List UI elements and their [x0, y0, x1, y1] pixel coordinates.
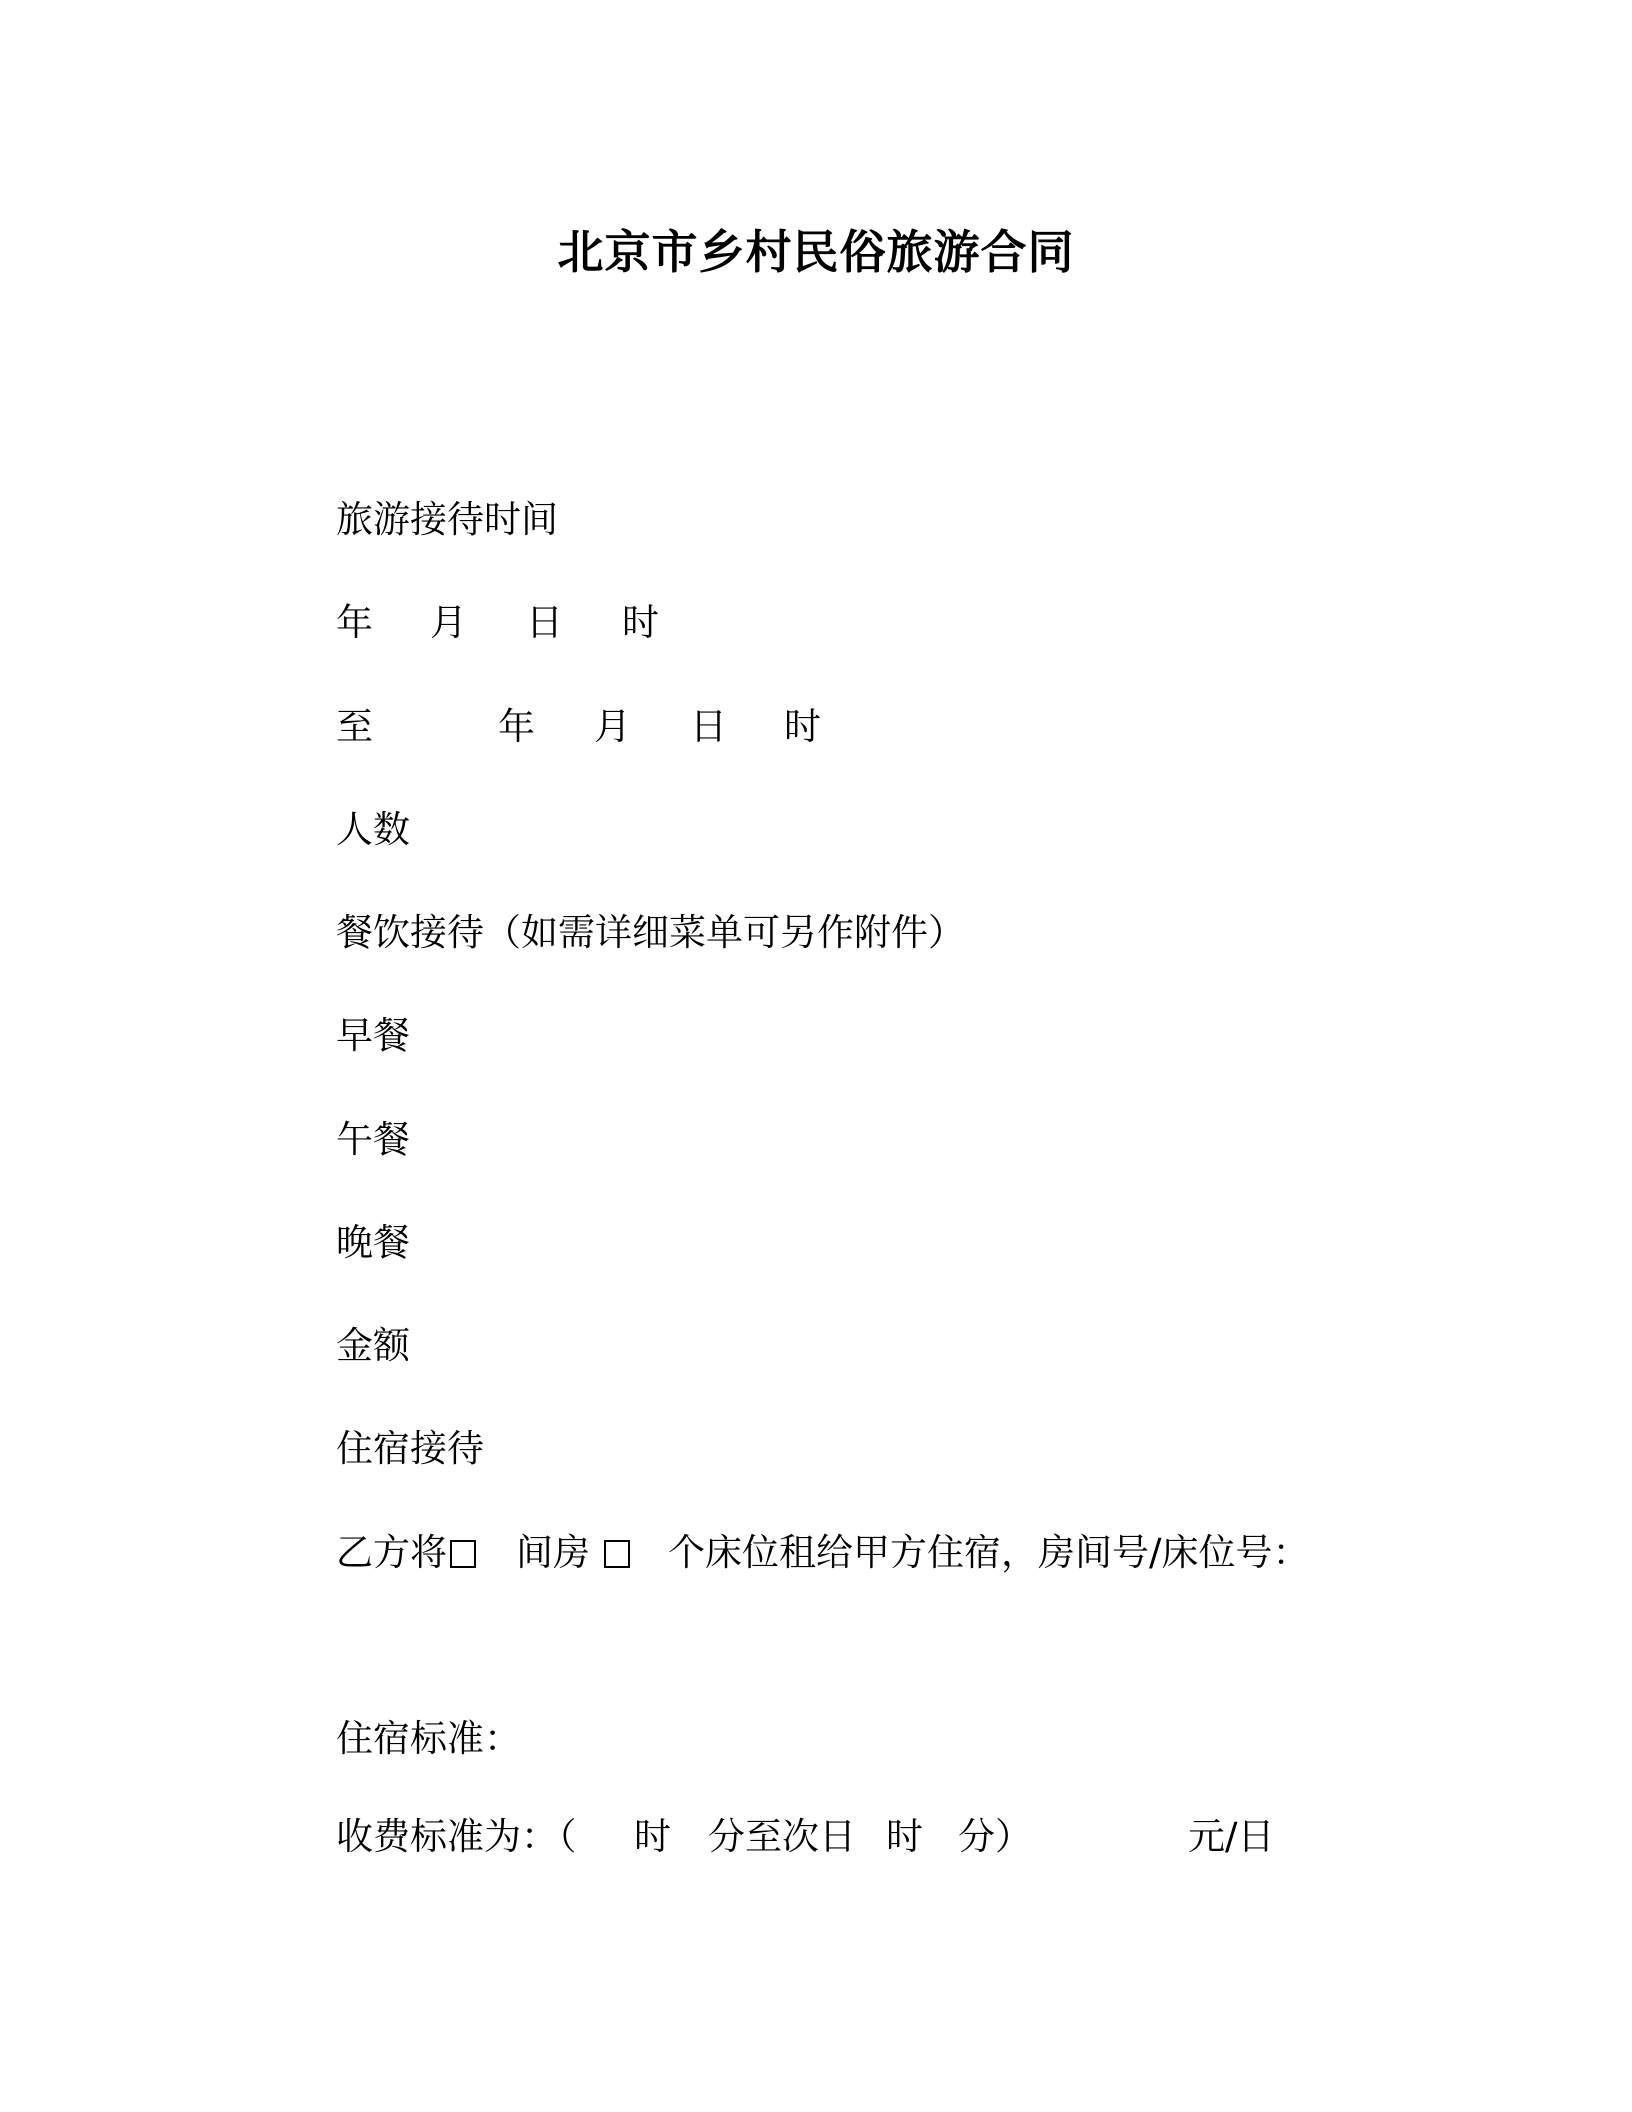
fee-prefix: 收费标准为：（	[336, 1815, 577, 1858]
rental-text-part1: 乙方将	[336, 1531, 447, 1574]
dinner-label: 晚餐	[336, 1221, 410, 1264]
rental-text-part3: 个床位租给甲方住宿，房间号/床位号：	[668, 1531, 1310, 1574]
bed-count-checkbox[interactable]	[604, 1528, 630, 1578]
fee-hour2-label: 时	[886, 1815, 923, 1858]
amount-label: 金额	[336, 1324, 410, 1367]
end-month-label: 月	[594, 705, 631, 748]
checkbox-square-icon	[450, 1540, 476, 1568]
fee-mid-text: 分至次日	[708, 1815, 856, 1858]
lodging-standard-label: 住宿标准：	[336, 1717, 521, 1760]
dining-heading: 餐饮接待（如需详细菜单可另作附件）	[336, 911, 965, 954]
document-title: 北京市乡村民俗旅游合同	[557, 225, 1075, 279]
end-to-label: 至	[336, 705, 373, 748]
start-year-label: 年	[336, 601, 373, 644]
fee-unit-label: 元/日	[1188, 1815, 1275, 1858]
end-year-label: 年	[498, 705, 535, 748]
room-count-checkbox[interactable]	[450, 1528, 476, 1578]
lunch-label: 午餐	[336, 1118, 410, 1161]
fee-suffix: 分）	[958, 1815, 1032, 1858]
breakfast-label: 早餐	[336, 1014, 410, 1057]
start-month-label: 月	[430, 601, 467, 644]
reception-time-label: 旅游接待时间	[336, 498, 558, 541]
end-hour-label: 时	[784, 705, 821, 748]
start-day-label: 日	[526, 601, 563, 644]
start-hour-label: 时	[622, 601, 659, 644]
people-count-label: 人数	[336, 808, 410, 851]
rental-text-part2: 间房	[516, 1531, 590, 1574]
checkbox-square-icon	[604, 1540, 630, 1568]
fee-hour1-label: 时	[634, 1815, 671, 1858]
end-day-label: 日	[690, 705, 727, 748]
lodging-heading: 住宿接待	[336, 1427, 484, 1470]
